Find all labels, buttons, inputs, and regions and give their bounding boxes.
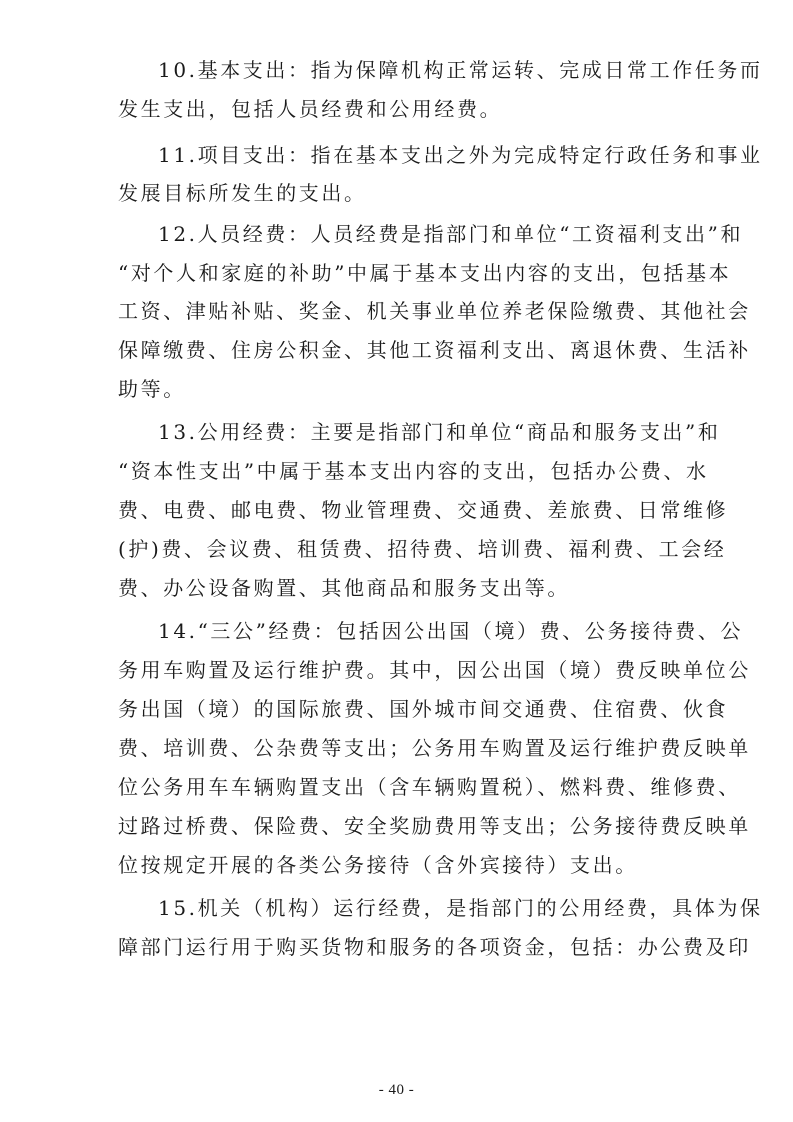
paragraph-15-line-2: 障部门运行用于购买货物和服务的各项资金，包括：办公费及印: [118, 935, 751, 959]
paragraph-14-line-3: 务出国（境）的国际旅费、国外城市间交通费、住宿费、伙食: [118, 697, 729, 721]
paragraph-14-line-7: 位按规定开展的各类公务接待（含外宾接待）支出。: [118, 853, 638, 877]
paragraph-11-line-1: 11.项目支出：指在基本支出之外为完成特定行政任务和事业: [158, 143, 763, 167]
paragraph-10-line-1: 10.基本支出：指为保障机构正常运转、完成日常工作任务而: [158, 58, 763, 82]
paragraph-13-line-4: (护)费、会议费、租赁费、招待费、培训费、福利费、工会经: [118, 537, 727, 561]
paragraph-14-line-1: 14.“三公”经费：包括因公出国（境）费、公务接待费、公: [158, 619, 744, 643]
paragraph-14-line-2: 务用车购置及运行维护费。其中，因公出国（境）费反映单位公: [118, 658, 751, 682]
paragraph-12-line-5: 助等。: [118, 377, 186, 401]
paragraph-12-line-4: 保障缴费、住房公积金、其他工资福利支出、离退休费、生活补: [118, 338, 751, 362]
paragraph-13-line-2: “资本性支出”中属于基本支出内容的支出，包括办公费、水: [118, 459, 709, 483]
paragraph-14-line-4: 费、培训费、公杂费等支出；公务用车购置及运行维护费反映单: [118, 736, 751, 760]
paragraph-13-line-5: 费、办公设备购置、其他商品和服务支出等。: [118, 576, 570, 600]
paragraph-15-line-1: 15.机关（机构）运行经费，是指部门的公用经费，具体为保: [158, 896, 763, 920]
paragraph-12-line-2: “对个人和家庭的补助”中属于基本支出内容的支出，包括基本: [118, 261, 732, 285]
paragraph-13-line-1: 13.公用经费：主要是指部门和单位“商品和服务支出”和: [158, 420, 721, 444]
paragraph-14-line-6: 过路过桥费、保险费、安全奖励费用等支出；公务接待费反映单: [118, 814, 751, 838]
paragraph-11-line-2: 发展目标所发生的支出。: [118, 181, 367, 205]
paragraph-13-line-3: 费、电费、邮电费、物业管理费、交通费、差旅费、日常维修: [118, 498, 729, 522]
paragraph-14-line-5: 位公务用车车辆购置支出（含车辆购置税）、燃料费、维修费、: [118, 775, 741, 799]
paragraph-12-line-1: 12.人员经费：人员经费是指部门和单位“工资福利支出”和: [158, 222, 744, 246]
paragraph-10-line-2: 发生支出，包括人员经费和公用经费。: [118, 97, 503, 121]
page-number: - 40 -: [378, 1082, 415, 1098]
paragraph-12-line-3: 工资、津贴补贴、奖金、机关事业单位养老保险缴费、其他社会: [118, 299, 751, 323]
